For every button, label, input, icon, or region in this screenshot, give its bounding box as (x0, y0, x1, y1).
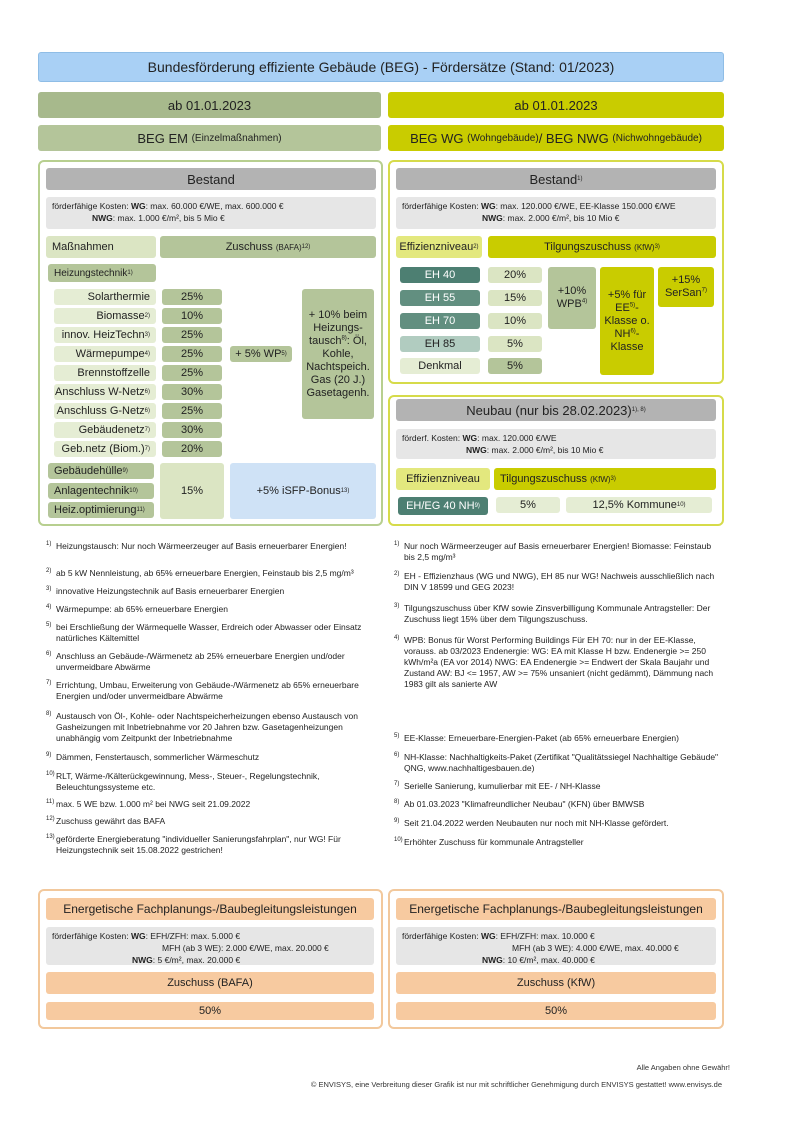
isfp-bonus: +5% iSFP-Bonus 13) (230, 463, 376, 519)
value-denkmal: 5% (488, 358, 542, 374)
fn-left-8: 8) Austausch von Öl-, Kohle- oder Nachtspeicherheizungen ebenso Austausch von Gasheizungen mit Inbetriebnahme vor 20 Jahren bzw. Gasetagenheizungen unabhängig vom Zeitpunkt der Inbetriebnahme (46, 711, 358, 743)
eh40: EH 40 (400, 267, 480, 283)
energy-left-cost: förderfähige Kosten: WG: EFH/ZFH: max. 5.000 € MFH (ab 3 WE): 2.000 €/WE, max. 20.000 € NWG: 5 €/m², max. 20.000 € (46, 927, 374, 965)
energy-right-value: 50% (396, 1002, 716, 1020)
value-eh55: 15% (488, 290, 542, 306)
neubau-cost-info: förderf. Kosten: WG: max. 120.000 €/WE NWG: max. 2.000 €/m², bis 10 Mio € (396, 429, 716, 459)
value-eh70: 10% (488, 313, 542, 329)
fn-right-1: 1) Nur noch Wärmeerzeuger auf Basis erneuerbarer Energien! Biomasse: Feinstaub bis 2,5 mg/m³ (394, 541, 712, 562)
row-waermepumpe: Wärmepumpe 4) (54, 346, 156, 362)
value-anschluss-w-netz: 30% (162, 384, 222, 400)
neubau-value: 5% (496, 497, 560, 513)
energy-right-zuschuss: Zuschuss (KfW) (396, 972, 716, 994)
value-waermepumpe: 25% (162, 346, 222, 362)
sersan-bonus: +15% SerSan$^{7)}$ (658, 267, 714, 307)
fn-right-5: 5) EE-Klasse: Erneuerbare-Energien-Paket (ab 65% erneuerbare Energien) (394, 733, 679, 743)
row-brennstoffzelle: Brennstoffzelle (54, 365, 156, 381)
value-innov-heiztechn: 25% (162, 327, 222, 343)
fn-right-6: 6) NH-Klasse: Nachhaltigkeits-Paket (Zertifikat "Qualitätssiegel Nachhaltige Gebäude" QNG, www.nachhaltigesbauen.de) (394, 752, 719, 773)
fn-right-3: 3) Tilgungszuschuss über KfW sowie Zinsverbilligung Kommunale Antragsteller: Der Zuschuss liegt 15% über dem Tilgungszuschuss. (394, 603, 711, 624)
copyright: © ENVISYS, eine Verbreitung dieser Grafik ist nur mit schriftlicher Genehmigung durch ENVISYS gestattet! www.envisys.de (310, 1080, 722, 1089)
left-program-header: BEG EM (Einzelmaßnahmen) (38, 125, 381, 151)
fn-left-7: 7) Errichtung, Umbau, Erweiterung von Gebäude-/Wärmenetz ab 65% erneuerbare Energien und/oder unvermeidbare Abwärme (46, 680, 359, 701)
fn-left-11: 11) max. 5 WE bzw. 1.000 m² bei NWG seit 21.09.2022 (46, 799, 251, 809)
disclaimer: Alle Angaben ohne Gewähr! (636, 1063, 730, 1072)
left-date-header: ab 01.01.2023 (38, 92, 381, 118)
row-biomasse: Biomasse 2) (54, 308, 156, 324)
fn-right-8: 8) Ab 01.03.2023 "Klimafreundlicher Neubau" (KFN) über BMWSB (394, 799, 645, 809)
neubau-header: Neubau (nur bis 28.02.2023) 1), 8) (396, 399, 716, 421)
value-brennstoffzelle: 25% (162, 365, 222, 381)
left-bestand-header: Bestand (46, 168, 376, 190)
massnahmen-header: Maßnahmen (46, 236, 156, 258)
right-program-header: BEG WG (Wohngebäude) / BEG NWG (Nichwohngebäude) (388, 125, 724, 151)
energy-left-title: Energetische Fachplanungs-/Baubegleitungsleistungen (46, 898, 374, 920)
fn-right-10: 10) Erhöhter Zuschuss für kommunale Antragsteller (394, 837, 584, 847)
fn-left-12: 12) Zuschuss gewährt das BAFA (46, 816, 166, 826)
fn-left-4: 4) Wärmepumpe: ab 65% erneuerbare Energien (46, 604, 228, 614)
page-title: Bundesförderung effiziente Gebäude (BEG) - Fördersätze (Stand: 01/2023) (38, 52, 724, 82)
value-anschluss-g-netz: 25% (162, 403, 222, 419)
value-biomasse: 10% (162, 308, 222, 324)
fn-left-9: 9) Dämmen, Fenstertausch, sommerlicher Wärmeschutz (46, 752, 260, 762)
neubau-kommune: 12,5% Kommune 10) (566, 497, 712, 513)
value-solarthermie: 25% (162, 289, 222, 305)
right-date-header: ab 01.01.2023 (388, 92, 724, 118)
zuschuss-header: Zuschuss (BAFA) 12) (160, 236, 376, 258)
fn-left-1: 1) Heizungstausch: Nur noch Wärmeerzeuger auf Basis erneuerbarer Energien! (46, 541, 347, 551)
fn-left-10: 10) RLT, Wärme-/Kälterückgewinnung, Mess-, Steuer-, Regelungstechnik, Beleuchtungssysteme etc. (46, 771, 320, 792)
denkmal: Denkmal (400, 358, 480, 374)
fn-left-13: 13) geförderte Energieberatung "individueller Sanierungsfahrplan", nur WG! Für Heizungstechnik seit 15.08.2022 gestrichen! (46, 834, 341, 855)
fn-left-6: 6) Anschluss an Gebäude-/Wärmenetz ab 25% erneuerbare Energien und/oder unvermeidbare Abwärme (46, 651, 345, 672)
right-cost-info: förderfähige Kosten: WG: max. 120.000 €/WE, EE-Klasse 150.000 €/WE NWG: max. 2.000 €/m², bis 10 Mio € (396, 197, 716, 229)
heizungstausch-bonus: + 10% beim Heizungs-tausch$^{8)}$: Öl, Kohle, Nachtspeich. Gas (20 J.) Gasetagenh. (302, 289, 374, 419)
eh85: EH 85 (400, 336, 480, 352)
value-eh85: 5% (488, 336, 542, 352)
row-heiz-optimierung: Heiz.optimierung 11) (48, 502, 154, 518)
row-solarthermie: Solarthermie (54, 289, 156, 305)
neubau-effizienzniveau-header: Effizienzniveau (396, 468, 490, 490)
tilgungszuschuss-header: Tilgungszuschuss (KfW) 3) (488, 236, 716, 258)
energy-left-zuschuss: Zuschuss (BAFA) (46, 972, 374, 994)
energy-left-value: 50% (46, 1002, 374, 1020)
row-innov-heiztechn: innov. HeizTechn 3) (54, 327, 156, 343)
row-gebaeudenetz: Gebäudenetz 7) (54, 422, 156, 438)
eh70: EH 70 (400, 313, 480, 329)
value-gebnetz-biom: 20% (162, 441, 222, 457)
value-gebaeudehuelle: 15% (160, 463, 224, 519)
neubau-tilgungszuschuss-header: Tilgungszuschuss (KfW) 3) (494, 468, 716, 490)
row-gebnetz-biom: Geb.netz (Biom.) 7) (54, 441, 156, 457)
ee-nh-bonus: +5% für EE$^{5)}$-Klasse o. NH$^{6)}$-Klasse (600, 267, 654, 375)
fn-left-3: 3) innovative Heizungstechnik auf Basis erneuerbarer Energien (46, 586, 285, 596)
fn-right-7: 7) Serielle Sanierung, kumulierbar mit EE- / NH-Klasse (394, 781, 601, 791)
row-anlagentechnik: Anlagentechnik 10) (48, 483, 154, 499)
row-gebaeudehuelle: Gebäudehülle 9) (48, 463, 154, 479)
value-eh40: 20% (488, 267, 542, 283)
wpb-bonus: +10% WPB$^{4)}$ (548, 267, 596, 329)
fn-right-4: 4) WPB: Bonus für Worst Performing Buildings Für EH 70: nur in der EE-Klasse, vorauss. ab 03/2023 Endenergie: WG: EA mit Klasse H bzw. Endenergie >= 250 kWh/m²a (EA vor 2014) NWG: EA Endenergie >= Endwert der Skala Baujahr und Zustand AW: BJ <= 1957, AW >= 75% unsaniert (nicht gedämmt), Dämmung nach 1983 gilt als sanierte AW (394, 635, 714, 689)
eh55: EH 55 (400, 290, 480, 306)
left-cost-info: förderfähige Kosten: WG: max. 60.000 €/WE, max. 600.000 € NWG: max. 1.000 €/m², bis 5 Mio € (46, 197, 376, 229)
right-bestand-header: Bestand 1) (396, 168, 716, 190)
value-gebaeudenetz: 30% (162, 422, 222, 438)
effizienzniveau-header: Effizienzniveau 2) (396, 236, 482, 258)
fn-left-5: 5) bei Erschließung der Wärmequelle Wasser, Erdreich oder Abwasser oder Einsatz natürliches Kältemittel (46, 622, 362, 643)
energy-right-title: Energetische Fachplanungs-/Baubegleitungsleistungen (396, 898, 716, 920)
fn-right-9: 9) Seit 21.04.2022 werden Neubauten nur noch mit NH-Klasse gefördert. (394, 818, 669, 828)
fn-left-2: 2) ab 5 kW Nennleistung, ab 65% erneuerbare Energien, Feinstaub bis 2,5 mg/m³ (46, 568, 354, 578)
row-anschluss-g-netz: Anschluss G-Netz 6) (54, 403, 156, 419)
neubau-eh40-nh: EH/EG 40 NH 9) (398, 497, 488, 515)
row-anschluss-w-netz: Anschluss W-Netz 6) (54, 384, 156, 400)
wp-bonus: + 5% WP 5) (230, 346, 292, 362)
energy-right-cost: förderfähige Kosten: WG: EFH/ZFH: max. 10.000 € MFH (ab 3 WE): 4.000 €/WE, max. 40.000 € NWG: 10 €/m², max. 40.000 € (396, 927, 716, 965)
fn-right-2: 2) EH - Effizienzhaus (WG und NWG), EH 85 nur WG! Nachweis ausschließlich nach DIN V 18599 und GEG 2023! (394, 571, 715, 592)
heizungstechnik-header: Heizungstechnik 1) (48, 264, 156, 282)
